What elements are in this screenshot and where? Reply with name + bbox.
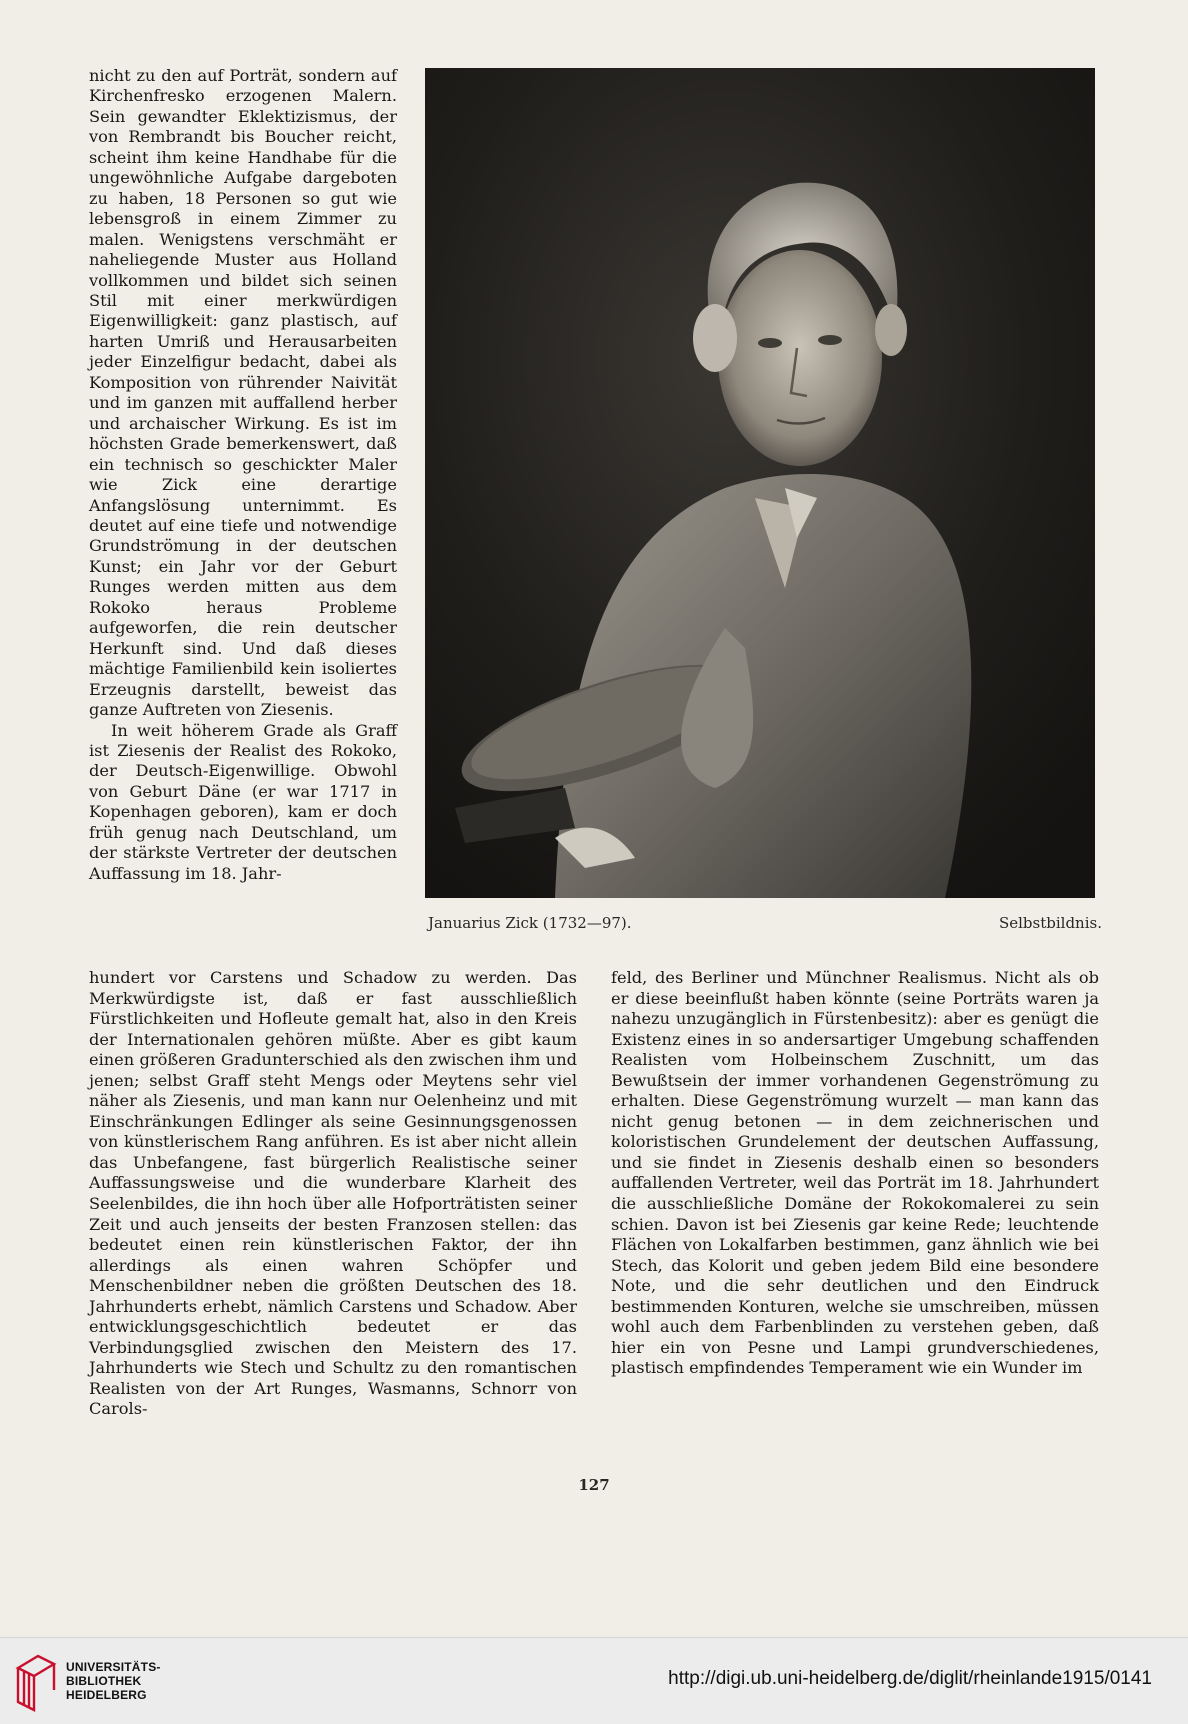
permalink-url[interactable]: http://digi.ub.uni-heidelberg.de/diglit/rheinlande1915/0141 xyxy=(668,1668,1152,1689)
library-footer xyxy=(0,1637,1188,1724)
library-name xyxy=(66,1660,161,1702)
library-name-line: HEIDELBERG xyxy=(66,1688,147,1702)
paragraph: hundert vor Carstens und Schadow zu werden. Das Merkwürdigste ist, daß er fast ausschließlich Fürstlichkeiten und Hofleute gemalt hat, also in den Kreis der Internationalen gehören müßte. Aber es gibt kaum einen größeren Gradunterschied als den zwischen ihm und jenen; selbst Graff steht Mengs oder Meytens sehr viel näher als Ziesenis, und man kann nur Oelenheinz und mit Einschränkungen Edlinger als seine Gesinnungsgenossen von künstlerischem Rang anführen. Es ist aber nicht allein das Unbefangene, fast bürgerlich Realistische seiner Auffassungsweise und die wunderbare Klarheit des Seelenbildes, die ihn hoch über alle Hofporträtisten seiner Zeit und auch jenseits der besten Franzosen stellen: das bedeutet einen rein künstlerischen Faktor, der ihn allerdings als einen wahren Schöpfer und Menschenbildner neben die größten Deutschen des 18. Jahrhunderts erhebt, nämlich Carstens und Schadow. Aber entwicklungsgeschichtlich bedeutet er das Verbindungsglied zwischen den Meistern des 17. Jahrhunderts wie Stech und Schultz zu den romantischen Realisten von der Art Runges, Wasmanns, Schnorr von Carols- xyxy=(89,968,577,1419)
figure-caption-artist: Januarius Zick (1732—97). xyxy=(428,914,632,932)
paragraph: feld, des Berliner und Münchner Realismus. Nicht als ob er diese beeinflußt haben könnte (seine Porträts waren ja nahezu unzugänglich in Fürstenbesitz): aber es genügt die Existenz eines in so andersartiger Umgebung schaffenden Realisten vom Holbeinschem Zuschnitt, um das Bewußtsein der immer vorhandenen Gegenströmung zu erhalten. Diese Gegenströmung wurzelt — man kann das nicht genug betonen — in dem zeichnerischen und koloristischen Grundelement der deutschen Auffassung, und sie findet in Ziesenis deshalb einen so besonders auffallenden Vertreter, weil das Porträt im 18. Jahrhundert die ausschließliche Domäne der Rokokomalerei zu sein schien. Davon ist bei Ziesenis gar keine Rede; leuchtende Flächen von Lokalfarben bestimmen, ganz ähnlich wie bei Stech, das Kolorit und geben jedem Bild eine besondere Note, und die sehr deutlichen und den Eindruck bestimmenden Konturen, welche sie umschreiben, müssen wohl auch dem Farbenblinden zu verstehen geben, daß hier ein von Pesne und Lampi grundverschiedenes, plastisch empfindendes Temperament wie ein Wunder im xyxy=(611,968,1099,1378)
paragraph: In weit höherem Grade als Graff ist Ziesenis der Realist des Rokoko, der Deutsch-Eigenwillige. Obwohl von Geburt Däne (er war 1717 in Kopenhagen geboren), kam er doch früh genug nach Deutschland, um der stärkste Vertreter der deutschen Auffassung im 18. Jahr- xyxy=(89,720,397,883)
portrait-illustration xyxy=(425,68,1095,898)
library-name-line: BIBLIOTHEK xyxy=(66,1674,142,1688)
left-text-column xyxy=(89,66,397,884)
bottom-right-column xyxy=(611,968,1099,1420)
bottom-text-columns xyxy=(89,968,1099,1420)
library-logo-icon xyxy=(14,1650,58,1712)
library-name-line: UNIVERSITÄTS- xyxy=(66,1660,161,1674)
self-portrait-image xyxy=(425,68,1095,898)
paragraph: nicht zu den auf Porträt, sondern auf Kirchenfresko erzogenen Malern. Sein gewandter Eklektizismus, der von Rembrandt bis Boucher reicht, scheint ihm keine Handhabe für die ungewöhnliche Aufgabe dargeboten zu haben, 18 Personen so gut wie lebensgroß in einem Zimmer zu malen. Wenigstens verschmäht er naheliegende Muster aus Holland vollkommen und bildet sich seinen Stil mit einer merkwürdigen Eigenwilligkeit: ganz plastisch, auf harten Umriß und Herausarbeiten jeder Einzelfigur bedacht, dabei als Komposition von rührender Naivität und im ganzen mit auffallend herber und archaischer Wirkung. Es ist im höchsten Grade bemerkenswert, daß ein technisch so geschickter Maler wie Zick eine derartige Anfangslösung unternimmt. Es deutet auf eine tiefe und notwendige Grundströmung in der deutschen Kunst; ein Jahr vor der Geburt Runges werden mitten aus dem Rokoko heraus Probleme aufgeworfen, die rein deutscher Herkunft sind. Und daß dieses mächtige Familienbild kein isoliertes Erzeugnis darstellt, beweist das ganze Auftreten von Ziesenis. xyxy=(89,66,397,720)
figure-caption-title: Selbstbildnis. xyxy=(998,914,1102,932)
bottom-left-column xyxy=(89,968,577,1420)
page-number: 127 xyxy=(578,1476,610,1494)
